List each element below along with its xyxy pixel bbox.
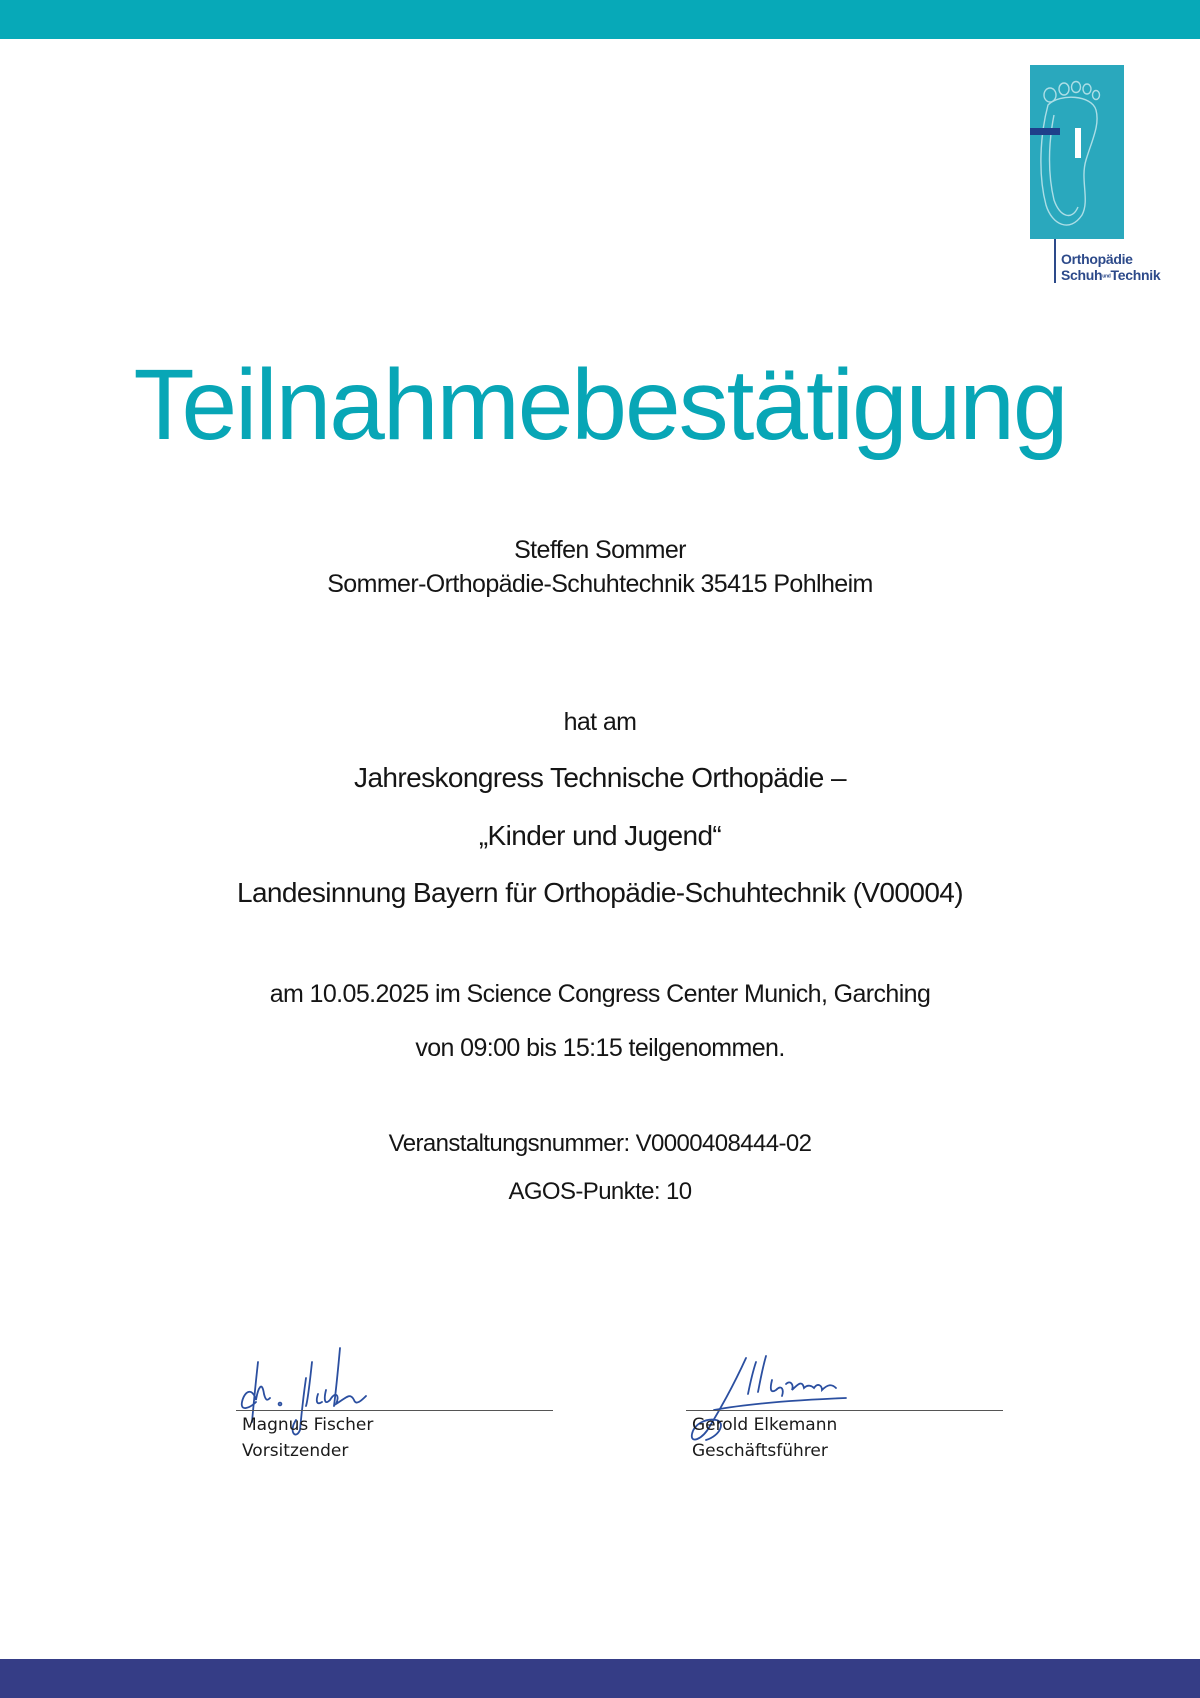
event-number: Veranstaltungsnummer: V0000408444-02 bbox=[388, 1130, 812, 1157]
signature-block-director bbox=[686, 1340, 1006, 1470]
logo-text bbox=[1061, 251, 1160, 284]
logo-line-2b: Technik bbox=[1110, 267, 1161, 283]
document-title: Teilnahmebestätigung bbox=[133, 349, 1067, 461]
event-time: von 09:00 bis 15:15 teilgenommen. bbox=[415, 1034, 785, 1062]
logo-line-2-small: und bbox=[1102, 273, 1111, 280]
top-color-bar bbox=[0, 0, 1200, 39]
signature-block-chair bbox=[236, 1340, 556, 1470]
event-title-line-2: „Kinder und Jugend“ bbox=[478, 820, 722, 851]
logo-line-2 bbox=[1061, 267, 1160, 284]
logo-line-1: Orthopädie bbox=[1061, 251, 1133, 267]
participant-company: Sommer-Orthopädie-Schuhtechnik 35415 Pohlheim bbox=[327, 570, 873, 598]
event-title-line-1: Jahreskongress Technische Orthopädie – bbox=[354, 762, 846, 793]
foot-logo-icon bbox=[1030, 65, 1124, 239]
signer-role: Vorsitzender bbox=[242, 1441, 349, 1461]
event-date-location: am 10.05.2025 im Science Congress Center Munich, Garching bbox=[269, 980, 931, 1008]
signature-line bbox=[686, 1410, 1003, 1411]
logo-rule bbox=[1054, 239, 1056, 283]
event-organizer: Landesinnung Bayern für Orthopädie-Schuhtechnik (V00004) bbox=[236, 877, 963, 908]
organization-logo bbox=[1030, 65, 1160, 285]
agos-points: AGOS-Punkte: 10 bbox=[508, 1178, 692, 1205]
intro-text: hat am bbox=[563, 708, 637, 736]
participant-name: Steffen Sommer bbox=[514, 536, 686, 564]
logo-line-2a: Schuh bbox=[1061, 267, 1103, 283]
bottom-color-bar bbox=[0, 1659, 1200, 1698]
signer-role: Geschäftsführer bbox=[692, 1441, 828, 1461]
signature-line bbox=[236, 1410, 553, 1411]
signer-name: Magnus Fischer bbox=[242, 1415, 374, 1435]
signer-name: Gerold Elkemann bbox=[692, 1415, 838, 1435]
